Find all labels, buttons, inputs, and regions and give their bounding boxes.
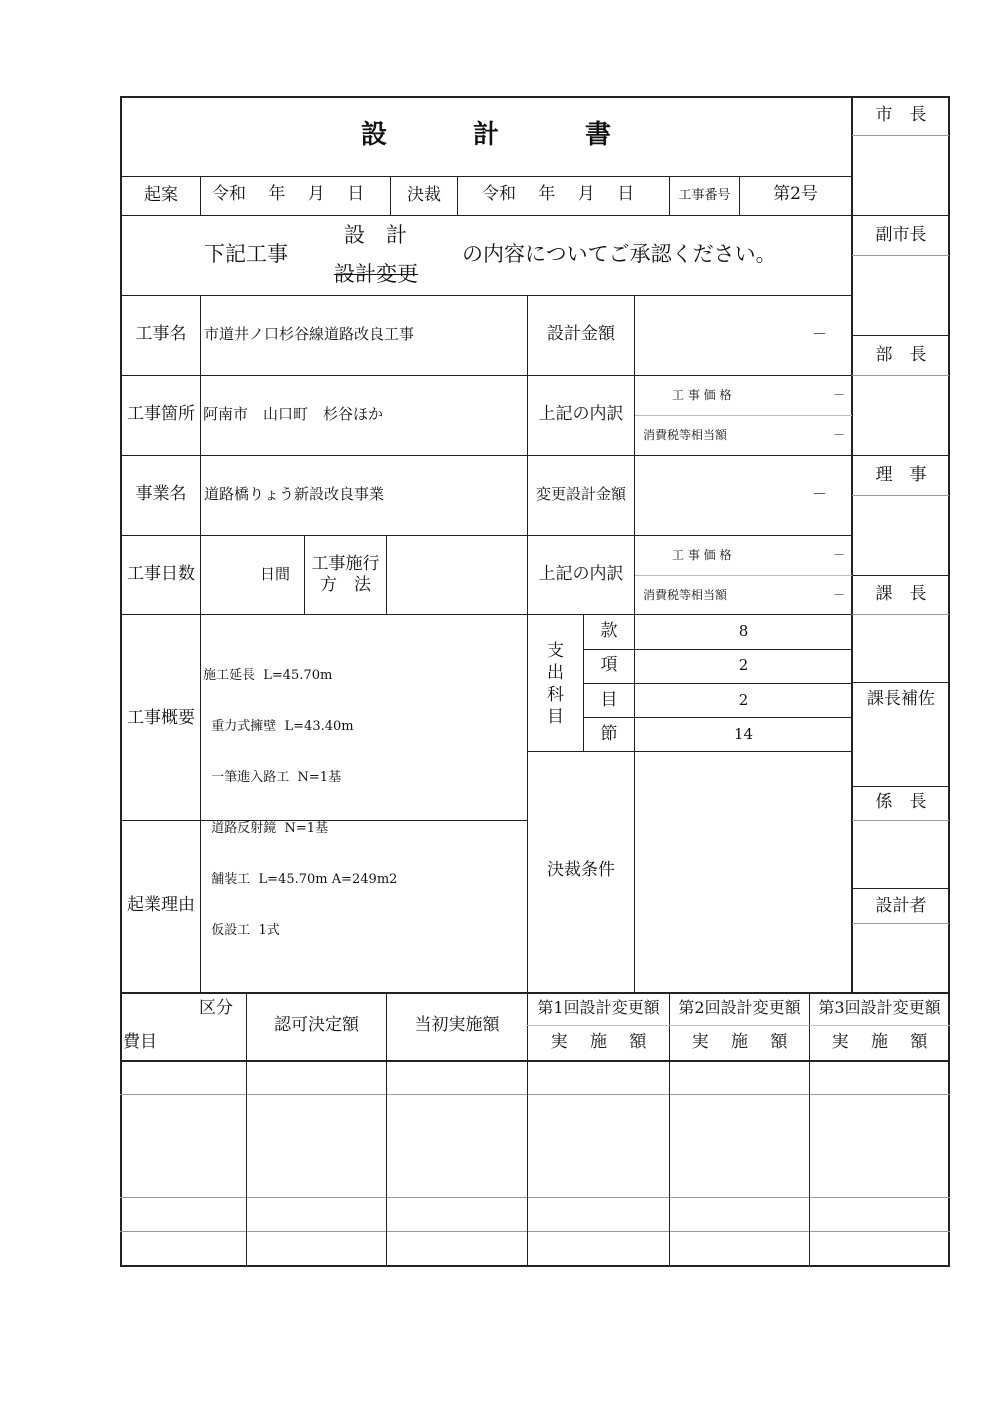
koji-bango-label: 工事番号 bbox=[678, 188, 731, 203]
kessai-label: 決裁 bbox=[407, 185, 441, 205]
koji-kakaku-label: 工 事 価 格 bbox=[672, 388, 732, 402]
ko-value: 2 bbox=[738, 656, 749, 674]
frame-right bbox=[948, 96, 950, 1266]
gaiyo-line: 重力式擁壁 L=43.40m bbox=[203, 719, 354, 734]
kessai-joken-label: 決裁条件 bbox=[547, 860, 615, 880]
stamp-section-chief: 課 長 bbox=[875, 584, 927, 604]
henko1-label: 第1回設計変更額 bbox=[537, 998, 660, 1017]
stamp-assistant-chief: 課長補佐 bbox=[867, 689, 935, 709]
gaiyo-line: 舗装工 L=45.70m A=249m2 bbox=[203, 872, 398, 887]
henko2-label: 第2回設計変更額 bbox=[678, 998, 801, 1017]
stamp-designer: 設計者 bbox=[875, 896, 927, 916]
kubun-label: 区分 bbox=[199, 998, 233, 1018]
setsu-label: 節 bbox=[600, 724, 618, 744]
nissu-unit: 日間 bbox=[260, 565, 291, 583]
seko-label-2: 方 法 bbox=[320, 575, 371, 595]
kian-label: 起案 bbox=[144, 185, 178, 205]
henko: － bbox=[812, 485, 828, 503]
nissu-label: 工事日数 bbox=[127, 564, 195, 584]
gaiyo-label: 工事概要 bbox=[127, 708, 195, 728]
moku-value: 2 bbox=[738, 691, 749, 709]
koji-bango: 第2号 bbox=[773, 184, 818, 204]
shishutsu-label: 支 出 科 目 bbox=[547, 641, 564, 727]
stamp-kakaricho: 係 長 bbox=[875, 792, 927, 812]
setsu-value: 14 bbox=[733, 725, 754, 743]
uchiwake2-label: 上記の内訳 bbox=[538, 564, 624, 584]
page-title: 設 計 書 bbox=[360, 120, 613, 150]
ko-label: 項 bbox=[600, 655, 618, 675]
ninka-kettei-label: 認可決定額 bbox=[274, 1015, 359, 1035]
approval-prefix: 下記工事 bbox=[204, 242, 288, 266]
shohizei2: － bbox=[833, 588, 846, 602]
gaiyo-line: 施工延長 L=45.70m bbox=[203, 668, 333, 683]
koji-mei-label: 工事名 bbox=[135, 324, 187, 344]
kasho: 阿南市 山口町 杉谷ほか bbox=[203, 405, 384, 423]
gaiyo-line: 仮設工 1式 bbox=[203, 923, 280, 938]
gaiyo-line: 一筆進入路工 N=1基 bbox=[203, 770, 342, 785]
approval-option-design: 設 計 bbox=[344, 223, 407, 247]
shohizei: － bbox=[833, 428, 846, 442]
henko3-label: 第3回設計変更額 bbox=[818, 998, 941, 1017]
tosho-jisshi-label: 当初実施額 bbox=[414, 1015, 500, 1035]
kessai-date: 令和 年 月 日 bbox=[482, 184, 635, 204]
koji-kakaku2: － bbox=[833, 548, 846, 562]
uchiwake-label: 上記の内訳 bbox=[538, 404, 624, 424]
frame-top bbox=[120, 96, 950, 98]
kigyo-riyu-label: 起業理由 bbox=[127, 895, 195, 915]
frame-bottom bbox=[120, 1265, 950, 1267]
gaiyo-line: 道路反射鏡 N=1基 bbox=[203, 821, 329, 836]
kian-date: 令和 年 月 日 bbox=[212, 184, 365, 204]
henko3-jisshi: 実 施 額 bbox=[831, 1032, 928, 1052]
henko1-jisshi: 実 施 額 bbox=[550, 1032, 647, 1052]
jigyo: 道路橋りょう新設改良事業 bbox=[204, 485, 385, 503]
seko-label-1: 工事施行 bbox=[311, 554, 380, 574]
gaiyo-lines bbox=[203, 633, 397, 956]
himoku-label: 費目 bbox=[123, 1032, 157, 1052]
henko-label: 変更設計金額 bbox=[535, 485, 626, 503]
jigyo-label: 事業名 bbox=[135, 484, 187, 504]
sekkei-kingaku: － bbox=[812, 325, 828, 343]
shohizei-label: 消費税等相当額 bbox=[643, 428, 728, 442]
koji-mei: 市道井ノ口杉谷線道路改良工事 bbox=[204, 325, 415, 343]
shohizei2-label: 消費税等相当額 bbox=[643, 588, 728, 602]
frame-left bbox=[120, 96, 122, 1266]
approval-option-change: 設計変更 bbox=[334, 262, 418, 286]
kan-value: 8 bbox=[738, 622, 749, 640]
stamp-director: 部 長 bbox=[875, 345, 927, 365]
koji-kakaku2-label: 工 事 価 格 bbox=[672, 548, 732, 562]
stamp-mayor: 市 長 bbox=[875, 105, 927, 125]
koji-kakaku: － bbox=[833, 388, 846, 402]
approval-suffix: の内容についてご承認ください。 bbox=[462, 242, 777, 266]
moku-label: 目 bbox=[600, 690, 618, 710]
stamp-vice-mayor: 副市長 bbox=[875, 225, 927, 245]
henko2-jisshi: 実 施 額 bbox=[691, 1032, 788, 1052]
kasho-label: 工事箇所 bbox=[127, 404, 195, 424]
kan-label: 款 bbox=[600, 621, 618, 641]
stamp-riji: 理 事 bbox=[875, 465, 927, 485]
sekkei-kingaku-label: 設計金額 bbox=[547, 324, 615, 344]
